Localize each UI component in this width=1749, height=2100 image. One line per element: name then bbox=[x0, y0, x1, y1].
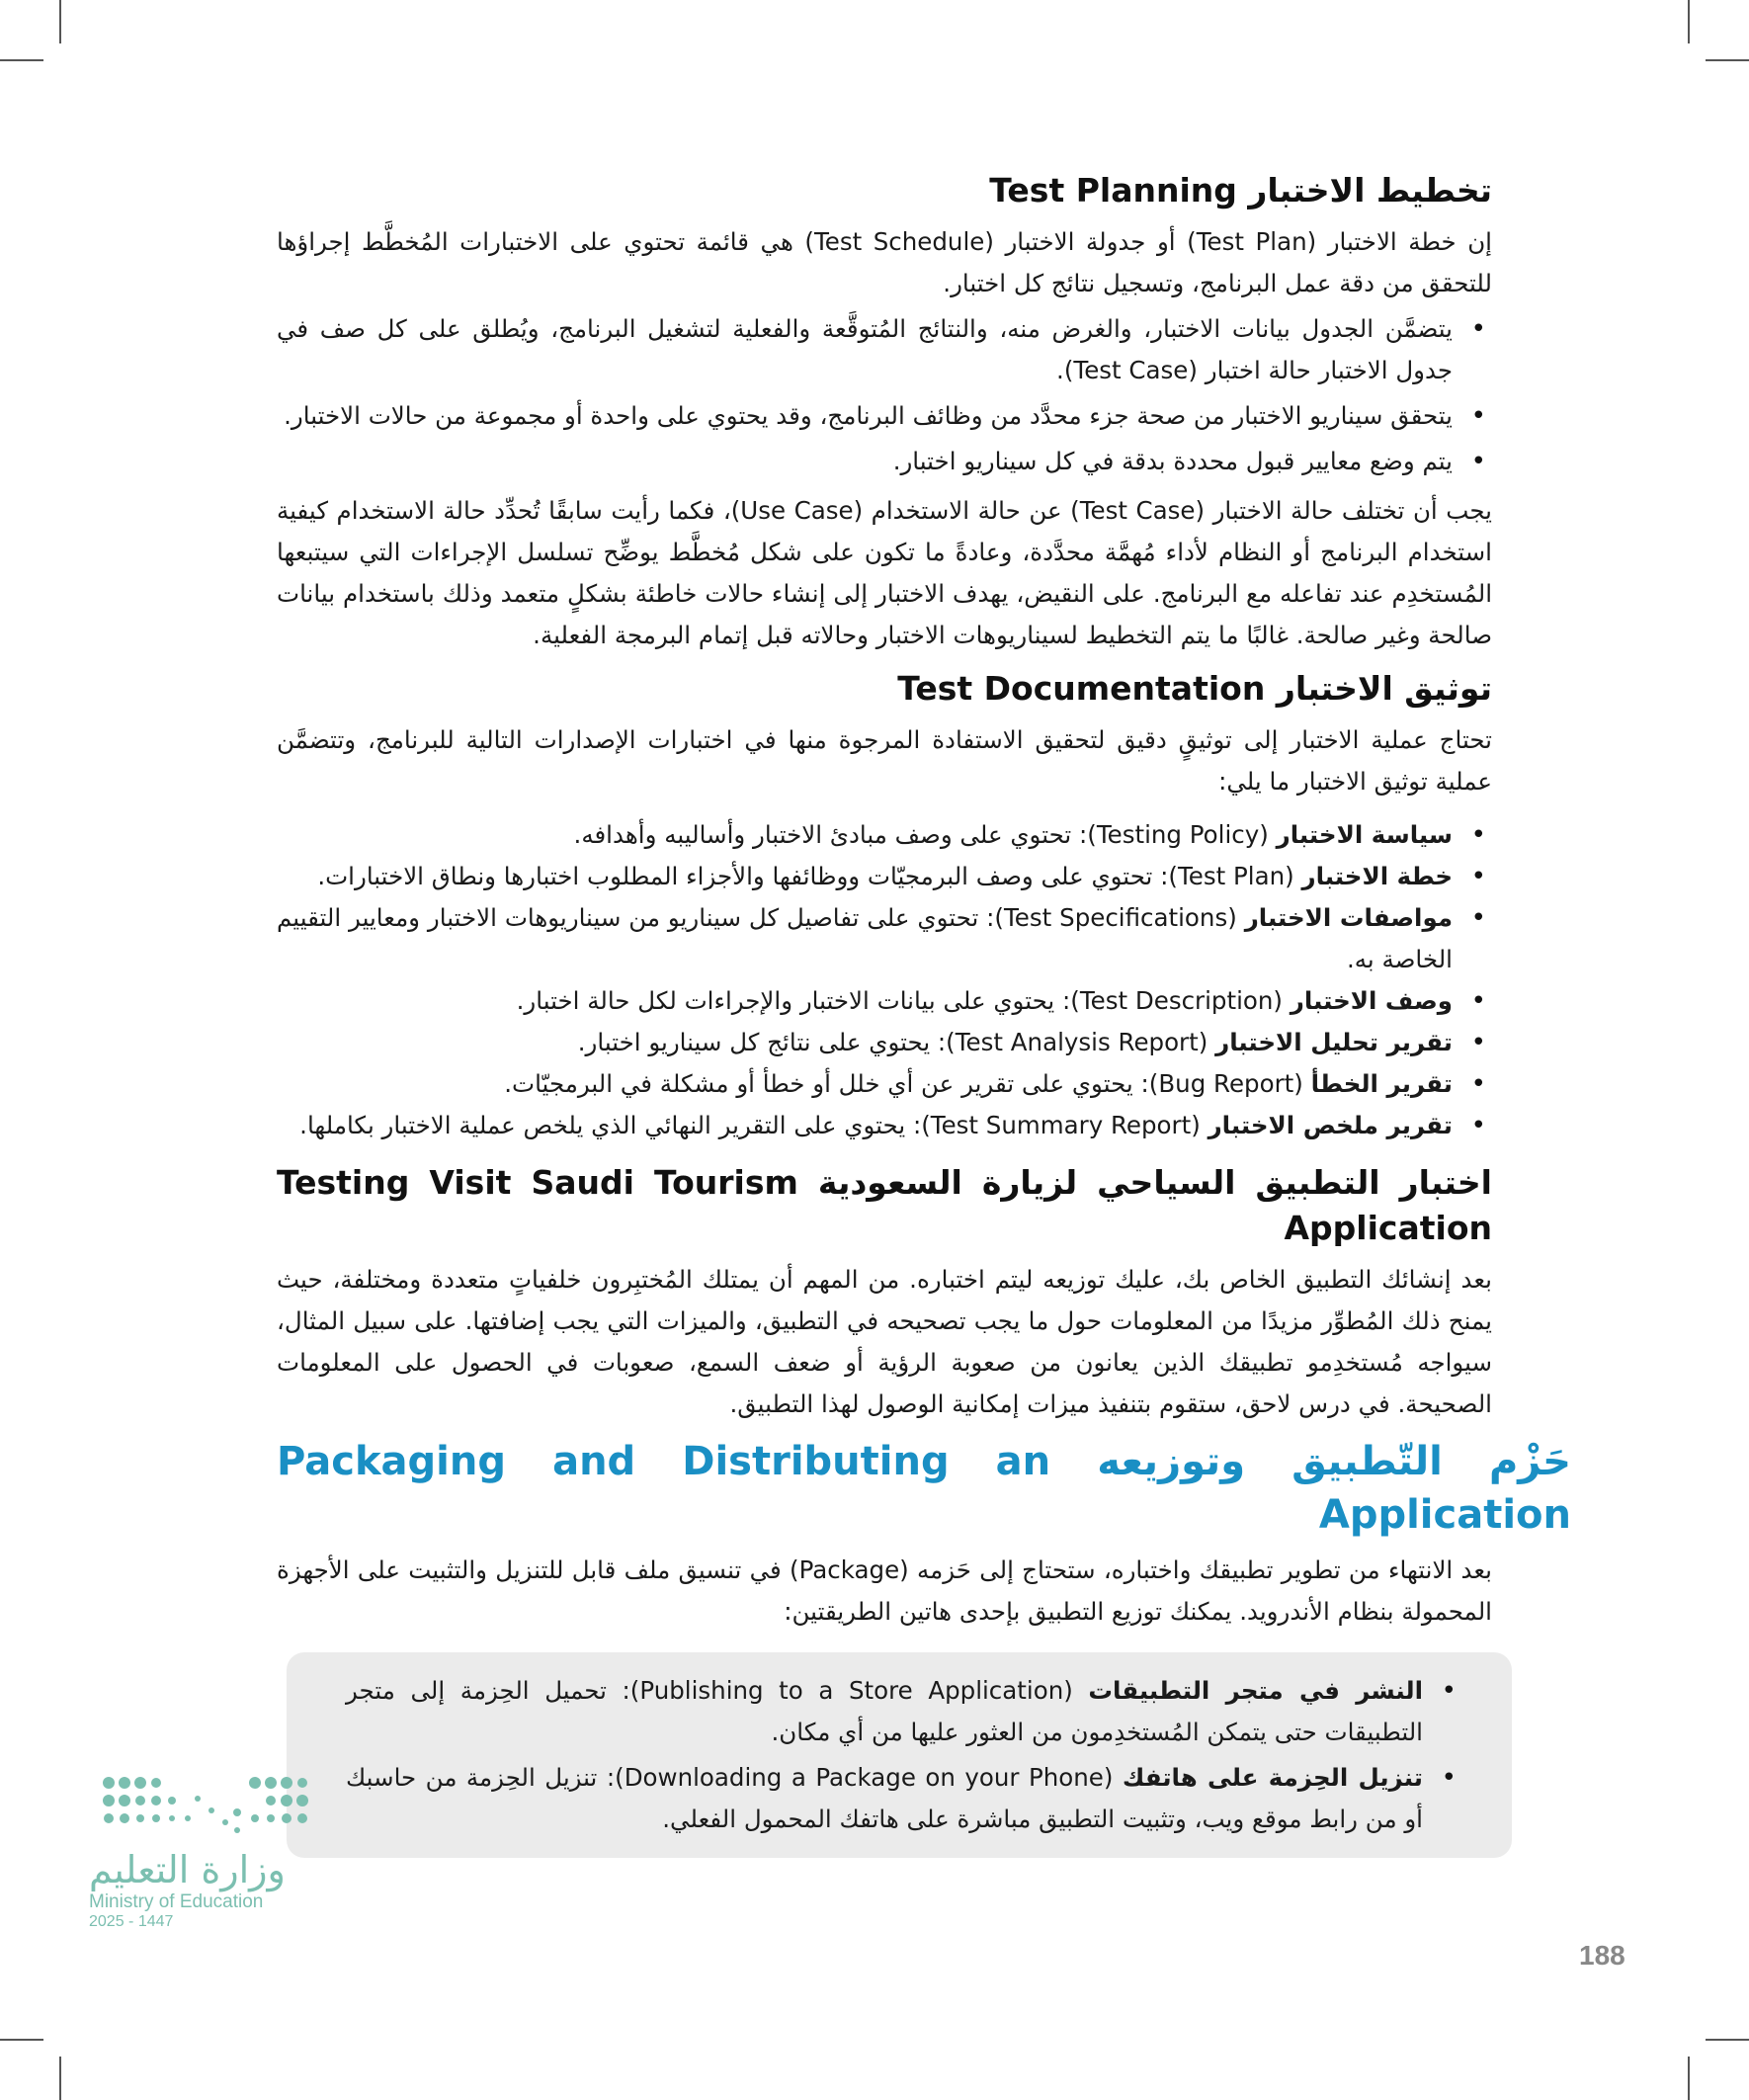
list-item bbox=[346, 1757, 1462, 1840]
crop-mark bbox=[1706, 59, 1749, 61]
logo-year: 2025 - 1447 bbox=[89, 1913, 174, 1930]
bullet-term: سياسة الاختبار bbox=[1276, 820, 1453, 849]
list-item bbox=[277, 897, 1492, 980]
bullet-term: النشر في متجر التطبيقات bbox=[1088, 1676, 1423, 1705]
bullet-text: (Publishing to a Store Application): تحميل الحِزمة إلى متجر التطبيقات حتى يتمكن المُستخدِمون من العثور عليها من أي مكان. bbox=[346, 1676, 1423, 1746]
crop-mark bbox=[59, 2057, 61, 2100]
list-item bbox=[277, 814, 1492, 856]
bullet-term: مواصفات الاختبار bbox=[1244, 903, 1453, 932]
list-item bbox=[277, 856, 1492, 897]
bullet-text: (Test Specifications): تحتوي على تفاصيل كل سيناريو من سيناريوهات الاختبار ومعايير التقييم الخاصة به. bbox=[277, 903, 1453, 973]
section-title-packaging: حَزْم التّطبيق وتوزيعه Packaging and Distributing an Application bbox=[277, 1439, 1571, 1538]
section-title-testing-visit-saudi: اختبار التطبيق السياحي لزيارة السعودية Testing Visit Saudi Tourism Application bbox=[277, 1163, 1492, 1247]
bullet-text: (Test Description): يحتوي على بيانات الاختبار والإجراءات لكل حالة اختبار. bbox=[516, 986, 1291, 1015]
testing-visit-paragraph: بعد إنشائك التطبيق الخاص بك، عليك توزيعه ليتم اختباره. من المهم أن يمتلك المُختبِرون خلفياتٍ متعددة ومختلفة، حيث يمنح ذلك المُطوِّر مزيدًا من المعلومات حول ما يجب تصحيحه في التطبيق، والميزات التي يجب إضافتها. على سبيل المثال، سيواجه مُستخدِمو تطبيقك الذين يعانون من صعوبة الرؤية أو ضعف السمع، صعوبات في الحصول على المعلومات الصحيحة. في درس لاحق، ستقوم بتنفيذ ميزات إمكانية الوصول لهذا التطبيق. bbox=[277, 1265, 1492, 1418]
bullet-term: تقرير ملخص الاختبار bbox=[1208, 1111, 1453, 1139]
test-documentation-intro: تحتاج عملية الاختبار إلى توثيقٍ دقيق لتحقيق الاستفادة المرجوة منها في اختبارات الإصدارات التالية للبرنامج، وتتضمَّن عملية توثيق الاختبار ما يلي: bbox=[277, 725, 1492, 796]
crop-mark bbox=[59, 0, 61, 43]
bullet-text: (Downloading a Package on your Phone): تنزيل الحِزمة من حاسبك أو من رابط موقع ويب، وتثبيت التطبيق مباشرة على هاتفك المحمول الفعلي. bbox=[346, 1763, 1423, 1833]
crop-mark bbox=[0, 2039, 43, 2041]
ministry-dots-icon bbox=[89, 1769, 316, 1838]
bullet-text: (Test Summary Report): يحتوي على التقرير النهائي الذي يلخص عملية الاختبار بكاملها. bbox=[299, 1111, 1208, 1139]
test-planning-bullets bbox=[277, 308, 1492, 482]
ministry-logo bbox=[89, 1769, 346, 1931]
bullet-text: (Test Plan): تحتوي على وصف البرمجيّات ووظائفها والأجزاء المطلوب اختبارها ونطاق الاختبارات. bbox=[317, 862, 1302, 890]
bullet-term: تقرير تحليل الاختبار bbox=[1215, 1028, 1453, 1056]
crop-mark bbox=[1688, 2057, 1690, 2100]
list-item bbox=[277, 1022, 1492, 1063]
bullet-term: تقرير الخطأ bbox=[1310, 1069, 1453, 1098]
bullet-term: تنزيل الحِزمة على هاتفك bbox=[1122, 1763, 1423, 1792]
bullet-text: (Test Analysis Report): يحتوي على نتائج كل سيناريو اختبار. bbox=[577, 1028, 1216, 1056]
list-item bbox=[346, 1670, 1462, 1753]
crop-mark bbox=[1706, 2039, 1749, 2041]
list-item bbox=[277, 1105, 1492, 1146]
test-planning-intro: إن خطة الاختبار (Test Plan) أو جدولة الاختبار (Test Schedule) هي قائمة تحتوي على الاختبارات المُخطَّط إجراؤها للتحقق من دقة عمل البرنامج، وتسجيل نتائج كل اختبار. bbox=[277, 227, 1492, 297]
logo-english-text: Ministry of Education bbox=[89, 1891, 264, 1912]
crop-mark bbox=[0, 59, 43, 61]
section-title-test-planning: تخطيط الاختبار Test Planning bbox=[989, 171, 1492, 210]
test-planning-paragraph: يجب أن تختلف حالة الاختبار (Test Case) عن حالة الاستخدام (Use Case)، فكما رأيت سابقًا تُحدِّد حالة الاستخدام كيفية استخدام البرنامج أو النظام لأداء مُهمَّة محدَّدة، وعادةً ما تكون على شكل مُخطَّط يوضِّح تسلسل الإجراءات التي سيتبعها المُستخدِم عند تفاعله مع البرنامج. على النقيض، يهدف الاختبار إلى إنشاء حالات خاطئة بشكلٍ متعمد وذلك باستخدام بيانات صالحة وغير صالحة. غالبًا ما يتم التخطيط لسيناريوهات الاختبار وحالاته قبل إتمام البرمجة الفعلية. bbox=[277, 496, 1492, 649]
distribution-methods-box bbox=[287, 1652, 1512, 1858]
page-content bbox=[277, 168, 1571, 1858]
bullet-term: خطة الاختبار bbox=[1301, 862, 1453, 890]
test-documentation-bullets bbox=[277, 814, 1492, 1146]
list-item bbox=[277, 1063, 1492, 1105]
section-title-test-documentation: توثيق الاختبار Test Documentation bbox=[897, 669, 1492, 708]
crop-mark bbox=[1688, 0, 1690, 43]
list-item: • يتم وضع معايير قبول محددة بدقة في كل سيناريو اختبار. bbox=[277, 441, 1492, 482]
bullet-text: (Testing Policy): تحتوي على وصف مبادئ الاختبار وأساليبه وأهدافه. bbox=[573, 820, 1277, 849]
packaging-paragraph: بعد الانتهاء من تطوير تطبيقك واختباره، ستحتاج إلى حَزمه (Package) في تنسيق ملف قابل للتنزيل والتثبيت على الأجهزة المحمولة بنظام الأندرويد. يمكنك توزيع التطبيق بإحدى هاتين الطريقتين: bbox=[277, 1555, 1492, 1626]
logo-arabic-text: وزارة التعليم bbox=[89, 1848, 286, 1891]
page-number: 188 bbox=[1579, 1940, 1625, 1971]
list-item bbox=[277, 980, 1492, 1022]
bullet-term: وصف الاختبار bbox=[1290, 986, 1453, 1015]
distribution-bullets bbox=[346, 1670, 1462, 1840]
list-item: • يتحقق سيناريو الاختبار من صحة جزء محدَّد من وظائف البرنامج، وقد يحتوي على واحدة أو مجموعة من حالات الاختبار. bbox=[277, 395, 1492, 437]
bullet-text: (Bug Report): يحتوي على تقرير عن أي خلل أو خطأ أو مشكلة في البرمجيّات. bbox=[504, 1069, 1311, 1098]
list-item: • يتضمَّن الجدول بيانات الاختبار، والغرض منه، والنتائج المُتوقَّعة والفعلية لتشغيل البرنامج، ويُطلق على كل صف في جدول الاختبار حالة اختبار (Test Case). bbox=[277, 308, 1492, 391]
